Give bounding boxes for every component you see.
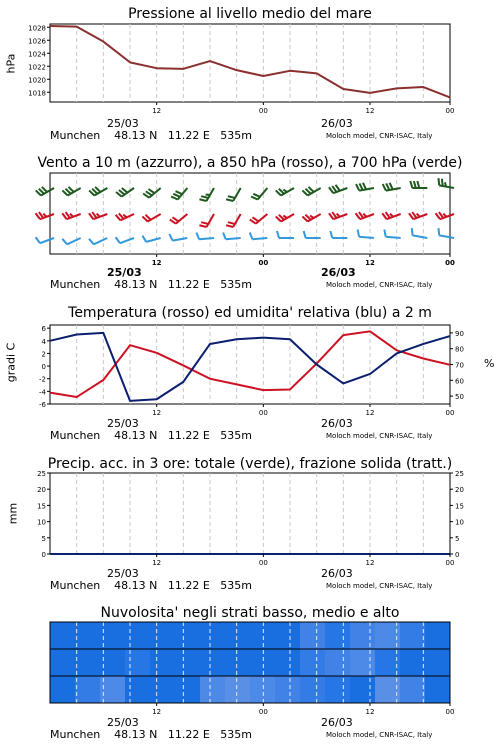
location-label: Munchen 48.13 N 11.22 E 535m	[50, 278, 253, 291]
date-label: 25/03	[107, 117, 139, 130]
date-label: 25/03	[107, 567, 139, 580]
date-label: 25/03	[107, 417, 139, 430]
model-label: Moloch model, CNR-ISAC, Italy	[326, 731, 433, 739]
cloud-cell	[50, 676, 76, 703]
chart-title: Precip. acc. in 3 ore: totale (verde), frazione solida (tratt.)	[47, 456, 453, 472]
y-tick-label-right: 80	[455, 345, 464, 354]
y-tick-label-right: 20	[455, 486, 464, 495]
y-tick-label: 1018	[28, 89, 46, 98]
y-tick-label: 20	[37, 486, 46, 495]
date-label: 25/03	[107, 716, 139, 729]
chart-title: Nuvolosita' negli strati basso, medio e alto	[100, 605, 400, 621]
cloud-cell	[200, 676, 226, 703]
cloud-cell	[175, 676, 201, 703]
date-label: 26/03	[321, 117, 353, 130]
precipitation-chart	[0, 450, 500, 600]
x-tick-label: 12	[365, 107, 375, 115]
plot-frame	[50, 473, 450, 554]
cloud-cell	[75, 649, 101, 676]
cloud-cell	[50, 649, 76, 676]
cloud-cell	[325, 622, 351, 649]
pressure-chart	[0, 0, 500, 150]
y-tick-label-right: 10	[455, 518, 464, 527]
x-tick-label: 00	[445, 409, 455, 417]
cloud-cell	[400, 649, 426, 676]
cloud-cell	[300, 622, 326, 649]
cloud-cell	[125, 649, 151, 676]
cloud-cell	[350, 676, 376, 703]
x-tick-label: 00	[445, 559, 455, 567]
cloud-cell	[150, 649, 176, 676]
x-tick-label: 12	[365, 409, 375, 417]
model-label: Moloch model, CNR-ISAC, Italy	[326, 582, 433, 590]
cloud-cell	[425, 622, 451, 649]
y-tick-label: 0	[41, 551, 46, 559]
model-label: Moloch model, CNR-ISAC, Italy	[326, 432, 433, 440]
cloud-cell	[125, 676, 151, 703]
x-tick-label: 00	[258, 409, 268, 417]
date-label: 26/03	[321, 567, 353, 580]
y-tick-label-right: 5	[455, 534, 460, 543]
date-label: 26/03	[321, 417, 353, 430]
cloud-cell	[350, 649, 376, 676]
cloud-cell	[75, 676, 101, 703]
cloud-cell	[275, 676, 301, 703]
y-tick-label: -2	[39, 375, 46, 384]
chart-title: Temperatura (rosso) ed umidita' relativa (blu) a 2 m	[68, 305, 432, 321]
y-tick-label: 25	[37, 470, 46, 478]
plot-frame	[50, 325, 450, 404]
y-axis-label-right: %	[484, 357, 495, 370]
cloud-cell	[300, 676, 326, 703]
y-tick-label: 0	[41, 363, 46, 372]
y-tick-label: -4	[39, 388, 46, 397]
x-tick-label: 00	[258, 708, 268, 716]
y-tick-label: 5	[41, 534, 46, 543]
y-tick-label: 6	[41, 325, 46, 334]
cloud-cell	[150, 622, 176, 649]
date-label: 25/03	[107, 266, 142, 279]
y-tick-label-right: 50	[455, 393, 464, 402]
cloud-cell	[50, 622, 76, 649]
x-tick-label: 00	[445, 259, 455, 267]
y-tick-label-right: 90	[455, 329, 464, 338]
x-tick-label: 12	[365, 559, 375, 567]
y-tick-label: 1026	[28, 37, 46, 46]
cloud-cell	[175, 622, 201, 649]
y-tick-label: 10	[37, 518, 46, 527]
y-tick-label: 2	[41, 350, 46, 359]
temperature-chart	[0, 300, 500, 450]
y-axis-label: hPa	[4, 53, 18, 74]
cloud-cell	[75, 622, 101, 649]
temperature-panel	[0, 300, 500, 450]
x-tick-label: 00	[258, 107, 268, 115]
model-label: Moloch model, CNR-ISAC, Italy	[326, 132, 433, 140]
cloud-cell	[300, 649, 326, 676]
y-tick-label: 1022	[28, 63, 46, 72]
cloud-cell	[350, 622, 376, 649]
cloud-cell	[250, 676, 276, 703]
cloud-cell	[250, 622, 276, 649]
date-label: 26/03	[321, 266, 356, 279]
cloud-cell	[225, 676, 251, 703]
y-tick-label: -6	[39, 401, 46, 409]
cloud-cell	[250, 649, 276, 676]
y-tick-label: 4	[41, 337, 46, 346]
x-tick-label: 12	[152, 708, 162, 716]
cloud-cell	[275, 649, 301, 676]
x-tick-label: 12	[365, 708, 375, 716]
chart-title: Vento a 10 m (azzurro), a 850 hPa (rosso), a 700 hPa (verde)	[37, 155, 463, 171]
location-label: Munchen 48.13 N 11.22 E 535m	[50, 728, 253, 741]
x-tick-label: 00	[445, 708, 455, 716]
y-tick-label: 1020	[28, 76, 46, 85]
cloud-cell	[425, 676, 451, 703]
y-tick-label: 15	[37, 502, 46, 511]
pressure-panel	[0, 0, 500, 150]
date-label: 26/03	[321, 716, 353, 729]
cloud-cell	[425, 649, 451, 676]
x-tick-label: 00	[445, 107, 455, 115]
location-label: Munchen 48.13 N 11.22 E 535m	[50, 579, 253, 592]
cloud-cell	[150, 676, 176, 703]
cloud-panel	[0, 600, 500, 750]
y-axis-label: mm	[6, 502, 20, 525]
x-tick-label: 00	[258, 559, 268, 567]
cloud-cell	[400, 676, 426, 703]
y-tick-label: 1028	[28, 24, 46, 33]
location-label: Munchen 48.13 N 11.22 E 535m	[50, 429, 253, 442]
cloud-cell	[225, 649, 251, 676]
cloud-cell	[200, 649, 226, 676]
x-tick-label: 12	[152, 409, 162, 417]
model-label: Moloch model, CNR-ISAC, Italy	[326, 281, 433, 289]
y-tick-label-right: 60	[455, 377, 464, 386]
location-label: Munchen 48.13 N 11.22 E 535m	[50, 129, 253, 142]
cloud-cell	[325, 649, 351, 676]
cloud-cell	[225, 622, 251, 649]
cloud-cell	[125, 622, 151, 649]
y-tick-label-right: 0	[455, 551, 460, 559]
cloud-cell	[175, 649, 201, 676]
chart-title: Pressione al livello medio del mare	[128, 6, 372, 22]
y-tick-label-right: 25	[455, 470, 464, 478]
precipitation-panel	[0, 450, 500, 600]
y-axis-label: gradi C	[4, 342, 18, 383]
cloud-cell	[275, 622, 301, 649]
x-tick-label: 00	[258, 259, 269, 267]
y-tick-label-right: 15	[455, 502, 464, 511]
y-tick-label-right: 70	[455, 361, 464, 370]
x-tick-label: 12	[365, 259, 375, 267]
cloud-cell	[200, 622, 226, 649]
x-tick-label: 12	[152, 107, 162, 115]
cloud-cell	[325, 676, 351, 703]
cloud-cell	[400, 622, 426, 649]
y-tick-label: 1024	[28, 50, 46, 59]
wind-panel	[0, 150, 500, 300]
x-tick-label: 12	[152, 559, 162, 567]
x-tick-label: 12	[151, 259, 162, 267]
